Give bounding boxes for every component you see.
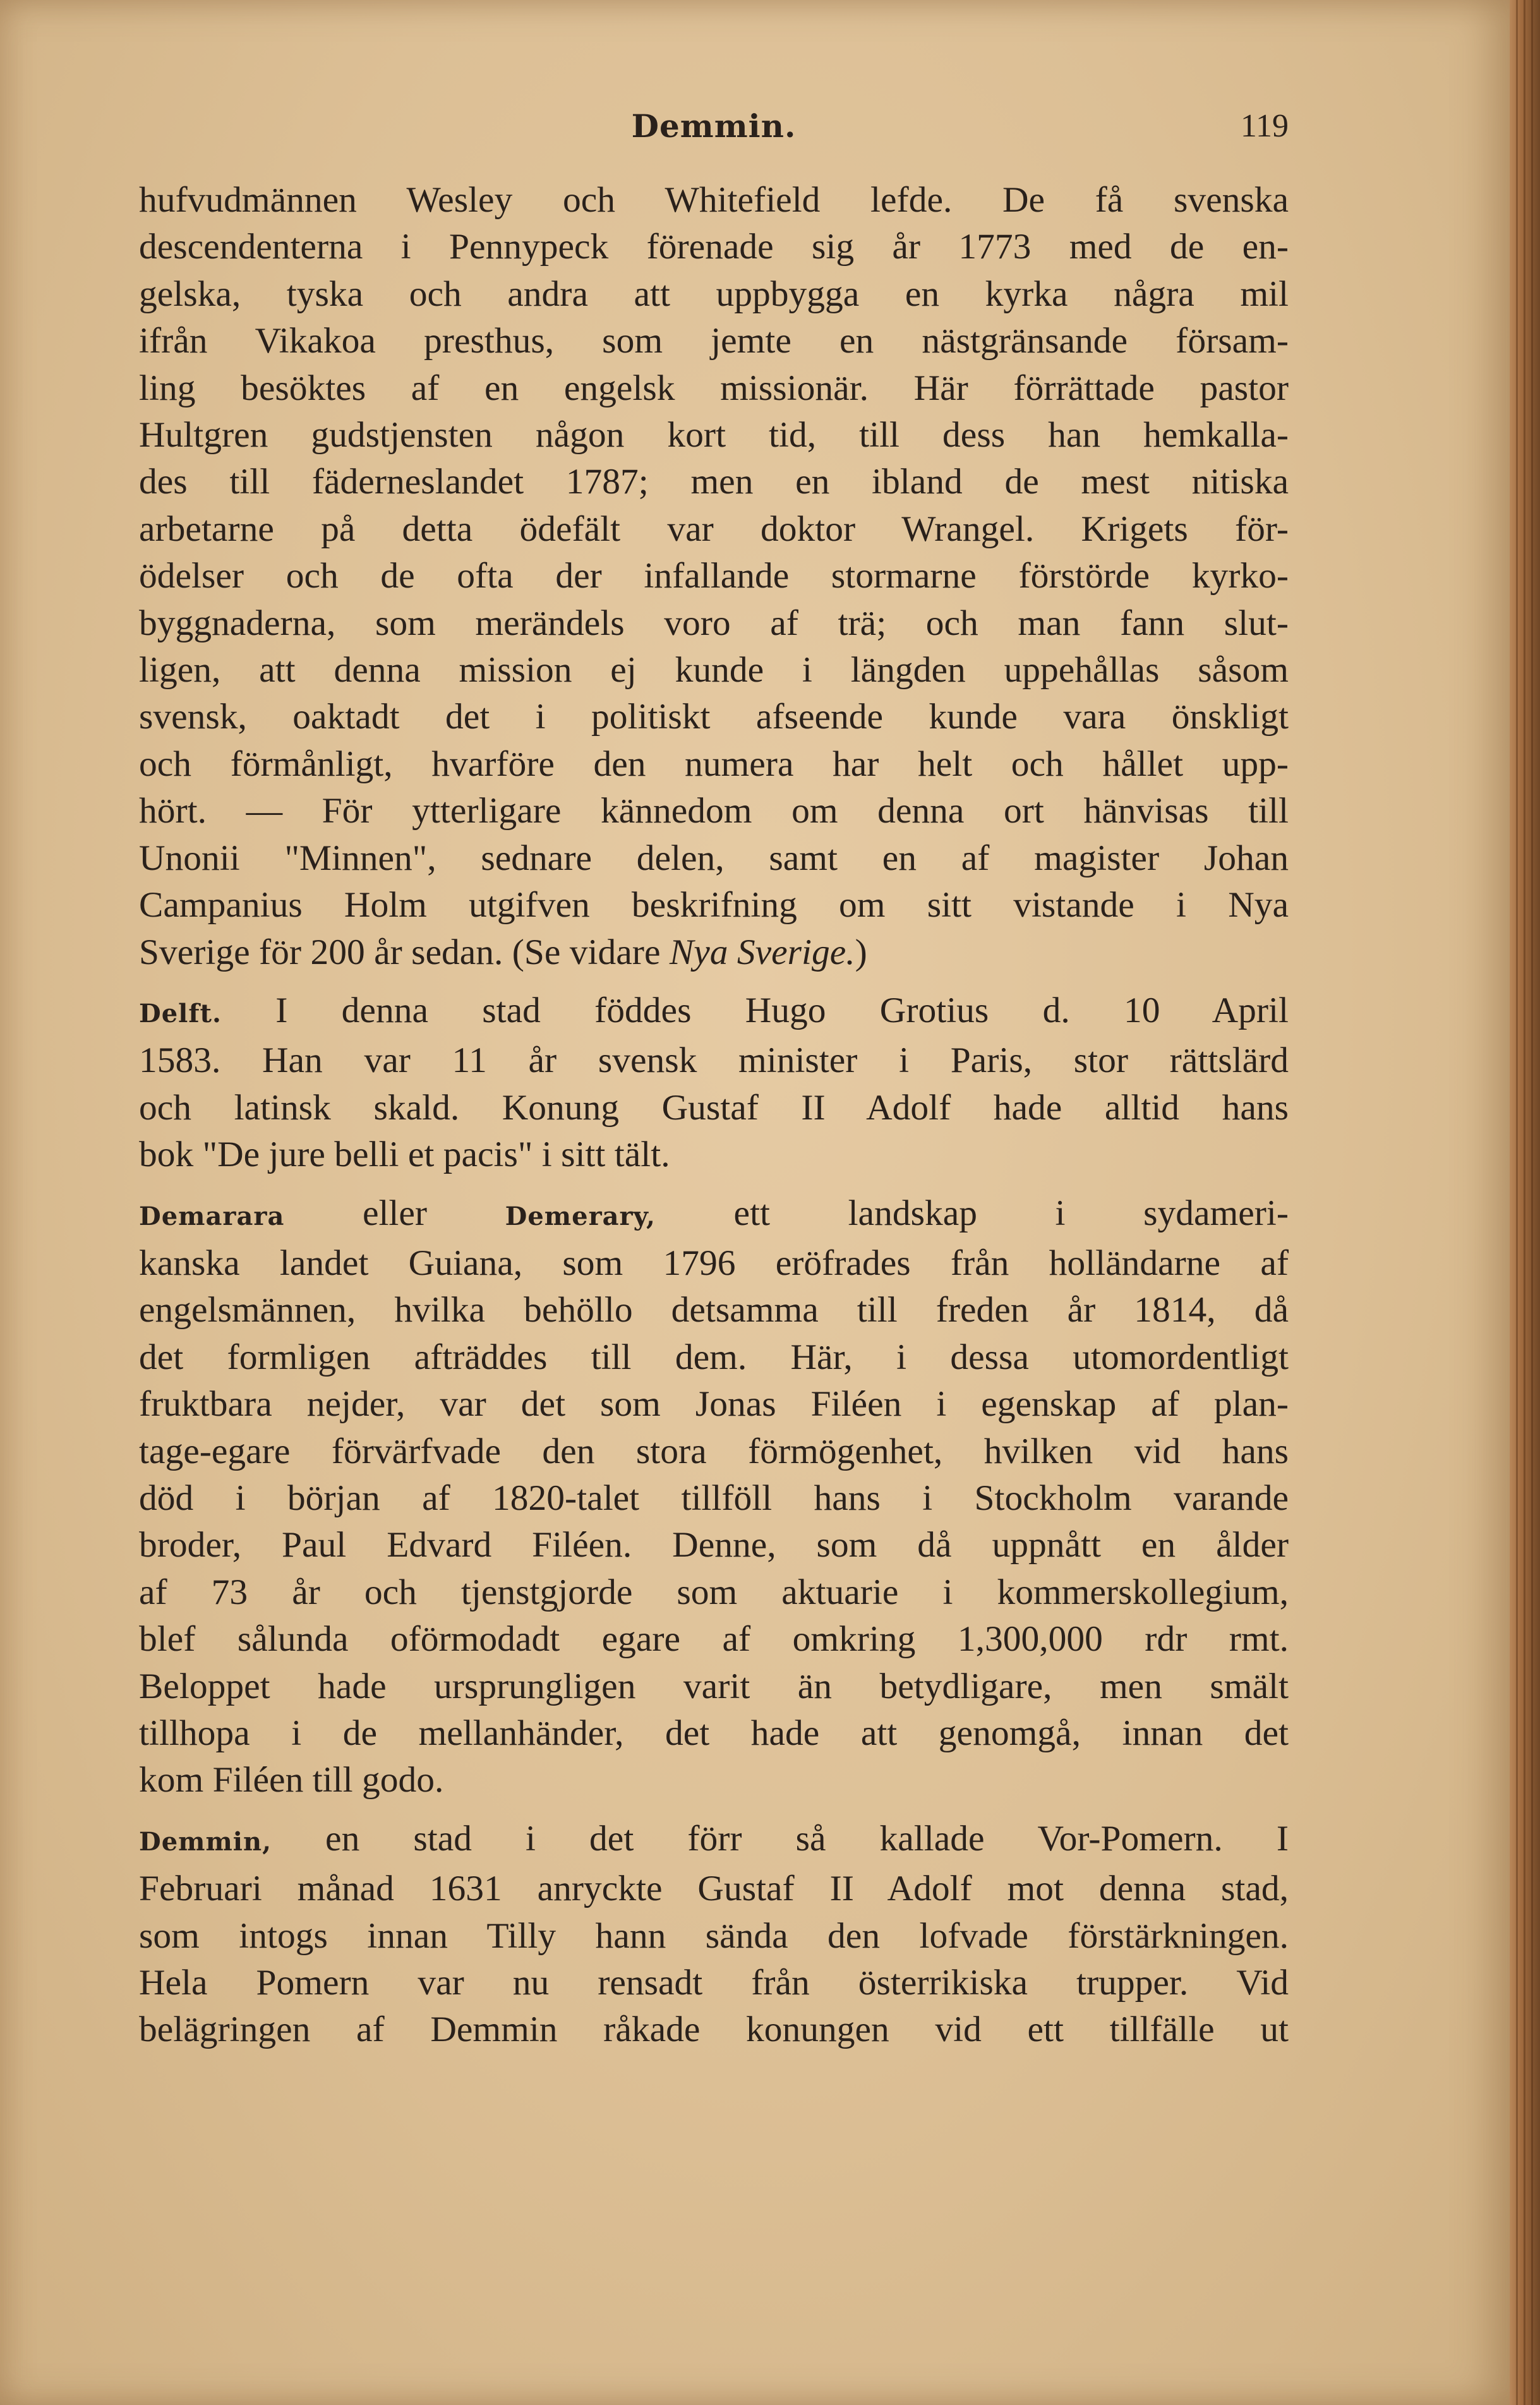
- text-line: Beloppet hade ursprungligen varit än betydligare, men smält: [139, 1666, 1289, 1706]
- text-line: Campanius Holm utgifven beskrifning om sitt vistande i Nya: [139, 885, 1289, 925]
- text-line: Hultgren gudstjensten någon kort tid, till dess han hemkalla-: [139, 415, 1289, 455]
- text-line: Unonii "Minnen", sednare delen, samt en af magister Johan: [139, 838, 1289, 878]
- text-segment: I denna stad föddes Hugo Grotius d. 10 April: [221, 990, 1289, 1030]
- text-line: Februari månad 1631 anryckte Gustaf II Adolf mot denna stad,: [139, 1869, 1289, 1909]
- text-line: kom Filéen till godo.: [139, 1760, 444, 1800]
- text-line: svensk, oaktadt det i politiskt afseende kunde vara önskligt: [139, 697, 1289, 737]
- text-line: [139, 929, 1289, 976]
- text-line: det formligen afträddes till dem. Här, i dessa utomordentligt: [139, 1337, 1289, 1377]
- text-line: 1583. Han var 11 år svensk minister i Paris, stor rättslärd: [139, 1040, 1289, 1081]
- page-edge-stripe: [1516, 0, 1518, 2405]
- text-line: ligen, att denna mission ej kunde i längden uppehållas såsom: [139, 650, 1289, 690]
- continuation-paragraph: [139, 177, 1289, 976]
- text-line: belägringen af Demmin råkade konungen vid ett tillfälle ut: [139, 2010, 1289, 2050]
- entry-headword-alt: Demerary,: [505, 1201, 656, 1231]
- entry-demarara: [139, 1190, 1289, 1804]
- entry-headword: Demarara: [139, 1201, 285, 1231]
- text-line: Hela Pomern var nu rensadt från österrikiska trupper. Vid: [139, 1963, 1289, 2003]
- italic-reference: Nya Sverige.: [669, 932, 855, 972]
- text-line: tage-egare förvärfvade den stora förmögenhet, hvilken vid hans: [139, 1431, 1289, 1471]
- text-line: descendenterna i Pennypeck förenade sig år 1773 med de en-: [139, 227, 1289, 267]
- page-edge-stripe: [1524, 0, 1525, 2405]
- text-line: ling besöktes af en engelsk missionär. Här förrättade pastor: [139, 368, 1289, 408]
- page-content: [139, 107, 1289, 2054]
- text-line: ifrån Vikakoa presthus, som jemte en nästgränsande försam-: [139, 321, 1289, 361]
- text-line: ödelser och de ofta der infallande stormarne förstörde kyrko-: [139, 556, 1289, 596]
- text-segment: ett landskap i sydameri-: [655, 1193, 1289, 1233]
- text-line: kanska landet Guiana, som 1796 eröfrades från holländarne af: [139, 1243, 1289, 1283]
- text-segment: eller: [284, 1193, 505, 1233]
- entry-delft: [139, 987, 1289, 1179]
- entry-headword: Demmin,: [139, 1826, 272, 1857]
- text-line: bok "De jure belli et pacis" i sitt tält.: [139, 1135, 670, 1175]
- entry-first-line: [139, 987, 1289, 1037]
- text-line: död i början af 1820-talet tillföll hans i Stockholm varande: [139, 1478, 1289, 1518]
- text-line: engelsmännen, hvilka behöllo detsamma till freden år 1814, då: [139, 1290, 1289, 1330]
- page-header: [139, 107, 1289, 177]
- entry-demmin: [139, 1816, 1289, 2054]
- text-line: och latinsk skald. Konung Gustaf II Adolf hade alltid hans: [139, 1087, 1289, 1128]
- text-line: blef sålunda oförmodadt egare af omkring 1,300,000 rdr rmt.: [139, 1619, 1289, 1660]
- text-line: des till fäderneslandet 1787; men en ibland de mest nitiska: [139, 462, 1289, 502]
- text-line: gelska, tyska och andra att uppbygga en kyrka några mil: [139, 274, 1289, 314]
- text-line: byggnaderna, som merändels voro af trä; och man fann slut-: [139, 603, 1289, 643]
- entry-first-line: [139, 1190, 1289, 1240]
- entry-first-line: [139, 1816, 1289, 1866]
- text-line: som intogs innan Tilly hann sända den lofvade förstärkningen.: [139, 1915, 1289, 1956]
- text-line: broder, Paul Edvard Filéen. Denne, som då uppnått en ålder: [139, 1525, 1289, 1565]
- text-line: hufvudmännen Wesley och Whitefield lefde. De få svenska: [139, 180, 1289, 220]
- page-number: 119: [1240, 108, 1289, 144]
- running-title: Demmin.: [631, 107, 797, 145]
- text-segment: en stad i det förr så kallade Vor-Pomern. I: [272, 1818, 1289, 1859]
- text-line: fruktbara nejder, var det som Jonas Filéen i egenskap af plan-: [139, 1384, 1289, 1425]
- text-line: arbetarne på detta ödefält var doktor Wrangel. Krigets för-: [139, 509, 1289, 549]
- text-line: tillhopa i de mellanhänder, det hade att genomgå, innan det: [139, 1713, 1289, 1753]
- text-line: hört. — För ytterligare kännedom om denna ort hänvisas till: [139, 791, 1289, 831]
- entry-headword: Delft.: [139, 998, 222, 1028]
- text-line: af 73 år och tjenstgjorde som aktuarie i kommerskollegium,: [139, 1572, 1289, 1612]
- text-segment: Sverige för 200 år sedan. (Se vidare: [139, 932, 670, 972]
- page-edge-stripe: [1531, 0, 1533, 2405]
- book-page-edge: [1510, 0, 1540, 2405]
- text-line: och förmånligt, hvarföre den numera har helt och hållet upp-: [139, 744, 1289, 784]
- text-segment: ): [855, 932, 867, 972]
